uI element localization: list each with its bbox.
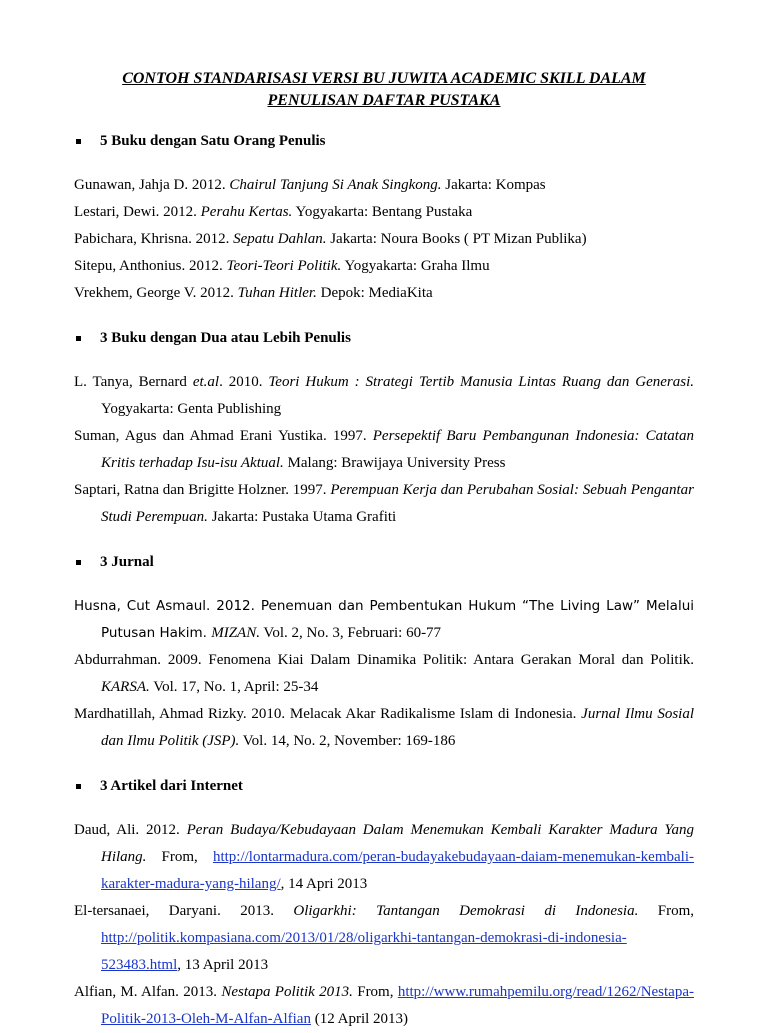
bibliography-entry: Saptari, Ratna dan Brigitte Holzner. 1997. Perempuan Kerja dan Perubahan Sosial: Sebuah Pengantar Studi Perempuan. Jakarta: Pustaka Utama Grafiti xyxy=(74,482,694,525)
bibliography-entry: Pabichara, Khrisna. 2012. Sepatu Dahlan. Jakarta: Noura Books ( PT Mizan Publika) xyxy=(74,231,587,247)
section-heading-label: 3 Buku dengan Dua atau Lebih Penulis xyxy=(100,329,351,346)
bibliography-entry: Vrekhem, George V. 2012. Tuhan Hitler. Depok: MediaKita xyxy=(74,285,433,301)
section-heading-label: 3 Artikel dari Internet xyxy=(100,777,243,794)
article-url-link[interactable]: http://www.rumahpemilu.org/read/1262/Nestapa-Politik-2013-Oleh-M-Alfan-Alfian xyxy=(101,984,694,1027)
title-line-1: CONTOH STANDARISASI VERSI BU JUWITA ACADEMIC SKILL DALAM xyxy=(122,70,646,87)
document-title xyxy=(74,68,694,112)
square-bullet-icon xyxy=(76,139,81,144)
bibliography-entry: Husna, Cut Asmaul. 2012. Penemuan dan Pembentukan Hukum “The Living Law” Melalui Putusan Hakim. MIZAN. Vol. 2, No. 3, Februari: 60-77 xyxy=(74,598,694,641)
bibliography-entry: Gunawan, Jahja D. 2012. Chairul Tanjung Si Anak Singkong. Jakarta: Kompas xyxy=(74,177,546,193)
bibliography-entry: Lestari, Dewi. 2012. Perahu Kertas. Yogyakarta: Bentang Pustaka xyxy=(74,204,473,220)
article-url-link[interactable]: http://lontarmadura.com/peran-budayakebudayaan-daiam-menemukan-kembali-karakter-madura-yang-hilang/ xyxy=(101,849,694,892)
title-line-2: PENULISAN DAFTAR PUSTAKA xyxy=(267,92,501,109)
bibliography-entry: L. Tanya, Bernard et.al. 2010. Teori Hukum : Strategi Tertib Manusia Lintas Ruang dan Generasi. Yogyakarta: Genta Publishing xyxy=(74,374,695,417)
bibliography-entry: Alfian, M. Alfan. 2013. Nestapa Politik 2013. From, http://www.rumahpemilu.org/read/1262/Nestapa-Politik-2013-Oleh-M-Alfan-Alfian (12 April 2013) xyxy=(74,984,694,1027)
square-bullet-icon xyxy=(76,784,81,789)
square-bullet-icon xyxy=(76,560,81,565)
bibliography-entry: Suman, Agus dan Ahmad Erani Yustika. 1997. Persepektif Baru Pembangunan Indonesia: Catatan Kritis terhadap Isu-isu Aktual. Malang: Brawijaya University Press xyxy=(74,428,694,471)
bibliography-entry: Daud, Ali. 2012. Peran Budaya/Kebudayaan Dalam Menemukan Kembali Karakter Madura Yang Hilang. From, http://lontarmadura.com/peran-budayakebudayaan-daiam-menemukan-kembali-karakter-madura-yang-hilang/, 14 Apri 2013 xyxy=(74,822,694,892)
section-heading-label: 5 Buku dengan Satu Orang Penulis xyxy=(100,132,326,149)
bibliography-entry: Mardhatillah, Ahmad Rizky. 2010. Melacak Akar Radikalisme Islam di Indonesia. Jurnal Ilmu Sosial dan Ilmu Politik (JSP). Vol. 14, No. 2, November: 169-186 xyxy=(74,706,694,749)
section-entries xyxy=(74,369,694,531)
section-heading xyxy=(74,551,694,573)
section-heading xyxy=(74,130,694,152)
section-heading xyxy=(74,775,694,797)
section-entries xyxy=(74,172,694,307)
section-heading xyxy=(74,327,694,349)
bibliography-entry: Sitepu, Anthonius. 2012. Teori-Teori Politik. Yogyakarta: Graha Ilmu xyxy=(74,258,490,274)
section-entries xyxy=(74,817,694,1033)
article-url-link[interactable]: http://politik.kompasiana.com/2013/01/28/oligarkhi-tantangan-demokrasi-di-indonesia-523483.html xyxy=(101,930,627,973)
bibliography-entry: El-tersanaei, Daryani. 2013. Oligarkhi: Tantangan Demokrasi di Indonesia. From, http://politik.kompasiana.com/2013/01/28/oligarkhi-tantangan-demokrasi-di-indonesia-523483.html, 13 April 2013 xyxy=(74,903,694,973)
bibliography-entry: Abdurrahman. 2009. Fenomena Kiai Dalam Dinamika Politik: Antara Gerakan Moral dan Politik. KARSA. Vol. 17, No. 1, April: 25-34 xyxy=(74,652,694,695)
section-heading-label: 3 Jurnal xyxy=(100,553,154,570)
section-entries xyxy=(74,593,694,755)
square-bullet-icon xyxy=(76,336,81,341)
